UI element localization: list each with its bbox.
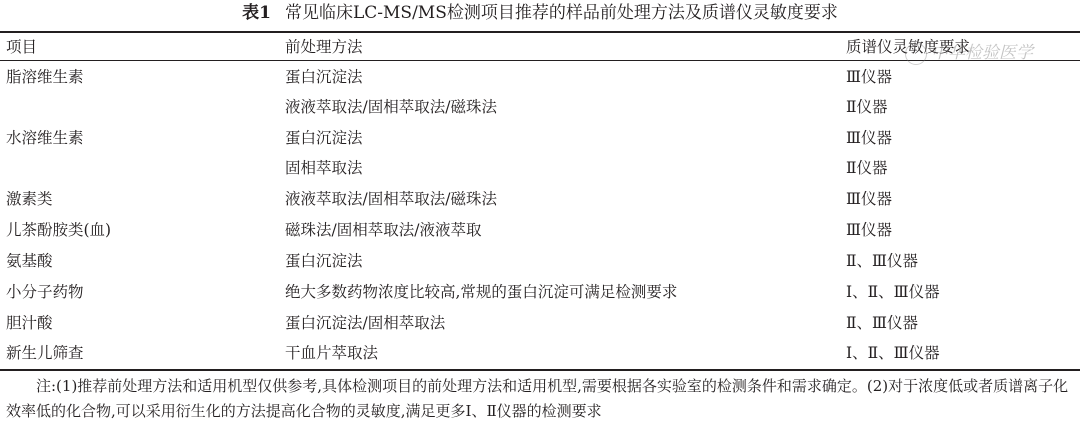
cell-sensitivity: Ⅱ、Ⅲ仪器 xyxy=(846,252,918,270)
cell-sensitivity: Ⅲ仪器 xyxy=(846,129,892,147)
cell-sensitivity: Ⅰ、Ⅱ、Ⅲ仪器 xyxy=(846,283,940,301)
table-row xyxy=(0,308,1080,338)
cell-item: 氨基酸 xyxy=(6,252,53,270)
cell-method: 液液萃取法/固相萃取法/磁珠法 xyxy=(285,190,497,208)
table-row xyxy=(0,123,1080,153)
cell-method: 液液萃取法/固相萃取法/磁珠法 xyxy=(285,98,497,116)
table-row xyxy=(0,184,1080,214)
cell-method: 蛋白沉淀法/固相萃取法 xyxy=(285,314,446,332)
cell-method: 干血片萃取法 xyxy=(285,344,379,362)
cell-sensitivity: Ⅲ仪器 xyxy=(846,68,892,86)
table-number: 表1 xyxy=(242,3,271,23)
cell-sensitivity: Ⅲ仪器 xyxy=(846,190,892,208)
header-item: 项目 xyxy=(6,38,38,56)
table-note: 注:(1)推荐前处理方法和适用机型仅供参考,具体检测项目的前处理方法和适用机型,需要根据各实验室的检测条件和需求确定。(2)对于浓度低或者质谱离子化效率低的化合物,可以采用衍生化的方法提高化合物的灵敏度,满足更多Ⅰ、Ⅱ仪器的检测要求 xyxy=(6,377,1069,420)
cell-item: 儿茶酚胺类(血) xyxy=(6,221,112,239)
table-row xyxy=(0,215,1080,245)
cell-method: 蛋白沉淀法 xyxy=(285,252,363,270)
table-caption: 常见临床LC-MS/MS检测项目推荐的样品前处理方法及质谱仪灵敏度要求 xyxy=(284,3,838,23)
cell-sensitivity: Ⅱ、Ⅲ仪器 xyxy=(846,314,918,332)
table-row xyxy=(0,338,1080,368)
watermark-text: 中华检验医学 xyxy=(931,43,1033,63)
table-row xyxy=(0,62,1080,92)
table-row xyxy=(0,246,1080,276)
cell-sensitivity: Ⅱ仪器 xyxy=(846,98,888,116)
table-row xyxy=(0,277,1080,307)
cell-method: 绝大多数药物浓度比较高,常规的蛋白沉淀可满足检测要求 xyxy=(285,283,678,301)
cell-item: 胆汁酸 xyxy=(6,314,53,332)
table-row xyxy=(0,153,1080,183)
cell-method: 蛋白沉淀法 xyxy=(285,129,363,147)
cell-sensitivity: Ⅲ仪器 xyxy=(846,221,892,239)
table-row xyxy=(0,92,1080,122)
cell-item: 水溶维生素 xyxy=(6,129,84,147)
cell-method: 固相萃取法 xyxy=(285,159,363,177)
watermark xyxy=(905,38,1033,65)
bottom-rule xyxy=(0,369,1080,371)
cell-sensitivity: Ⅰ、Ⅱ、Ⅲ仪器 xyxy=(846,344,940,362)
cell-item: 激素类 xyxy=(6,190,53,208)
cell-item: 小分子药物 xyxy=(6,283,84,301)
logo-icon xyxy=(905,43,927,65)
top-rule xyxy=(0,31,1080,33)
cell-sensitivity: Ⅱ仪器 xyxy=(846,159,888,177)
cell-item: 脂溶维生素 xyxy=(6,68,84,86)
header-method: 前处理方法 xyxy=(285,38,363,56)
header-sensitivity: 质谱仪灵敏度要求 xyxy=(846,38,971,56)
cell-item: 新生儿筛查 xyxy=(6,344,84,362)
table-title xyxy=(0,0,1080,30)
cell-method: 蛋白沉淀法 xyxy=(285,68,363,86)
cell-method: 磁珠法/固相萃取法/液液萃取 xyxy=(285,221,482,239)
